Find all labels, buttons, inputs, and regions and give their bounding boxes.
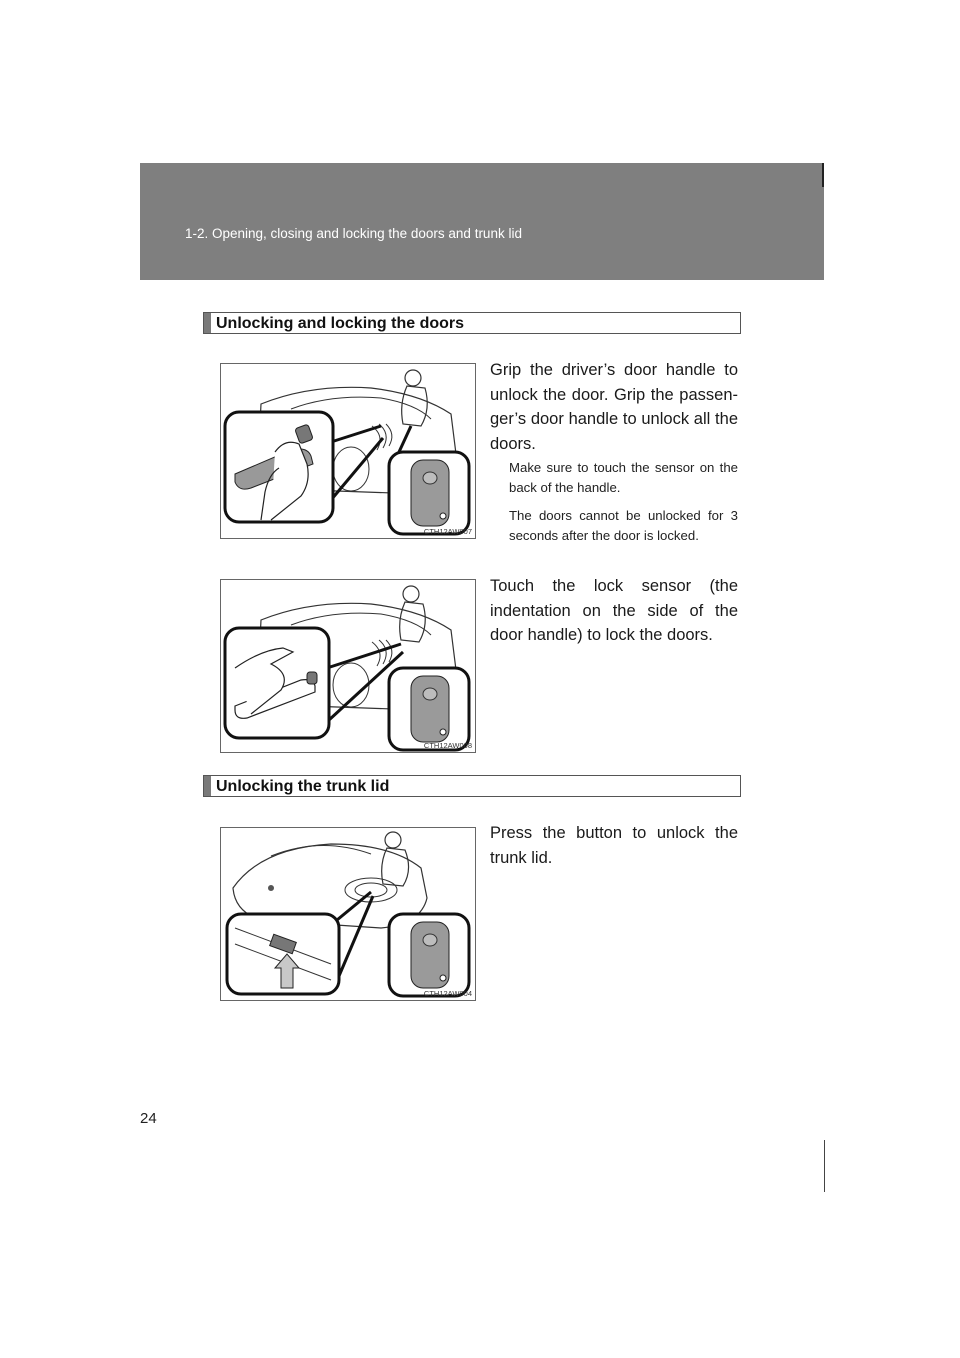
figure-code: CTH12AW004 <box>423 989 472 998</box>
car-illustration <box>221 828 475 1000</box>
instruction-trunk-button: Press the button to unlock the trunk lid. <box>490 824 738 867</box>
section-heading-unlocking-trunk <box>203 775 741 797</box>
figure-trunk-button <box>220 827 476 1001</box>
note-touch-sensor: Make sure to touch the sensor on the back of the handle. <box>509 460 738 495</box>
heading-bar <box>204 313 211 333</box>
figure-code: CTH12AW008 <box>423 741 472 750</box>
heading-bar <box>204 776 211 796</box>
figure-code: CTH12AW007 <box>423 527 472 536</box>
car-illustration <box>221 364 475 538</box>
header-tick <box>822 163 824 187</box>
smart-key-icon <box>411 460 449 526</box>
smart-key-icon <box>411 922 449 988</box>
page-number: 24 <box>140 1110 157 1127</box>
instruction-lock-sensor: Touch the lock sensor (the indentation on the side of the door handle) to lock the doors. <box>490 577 738 644</box>
instruction-grip-handle: Grip the driver’s door handle to unlock the door. Grip the passen-ger’s door handle to unlock all the doors. <box>490 361 738 453</box>
section-heading-label: Unlocking the trunk lid <box>216 778 390 795</box>
figure-lock-sensor <box>220 579 476 753</box>
header-band <box>140 163 824 280</box>
note-unlock-delay: The doors cannot be unlocked for 3 seconds after the door is locked. <box>509 508 738 543</box>
smart-key-icon <box>411 676 449 742</box>
running-header: 1-2. Opening, closing and locking the doors and trunk lid <box>185 226 522 241</box>
car-illustration <box>221 580 475 752</box>
margin-line <box>824 1140 825 1192</box>
figure-grip-handle <box>220 363 476 539</box>
section-heading-unlocking-locking-doors <box>203 312 741 334</box>
section-heading-label: Unlocking and locking the doors <box>216 315 465 332</box>
